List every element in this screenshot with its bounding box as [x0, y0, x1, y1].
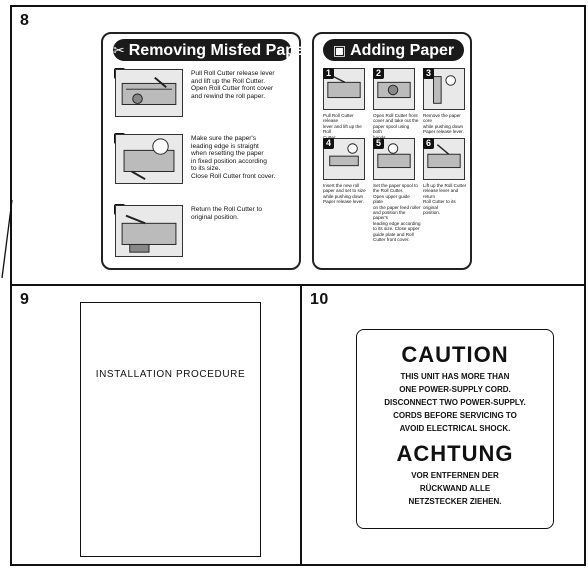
removing-title-bar [113, 39, 311, 61]
adding-step-6-number: 6 [423, 138, 434, 149]
removing-title: Removing Misfed Paper [128, 42, 311, 59]
adding-step-2-number: 2 [373, 68, 384, 79]
panel-9-number: 9 [20, 291, 30, 308]
removing-step-1-text: Pull Roll Cutter release lever and lift up the Roll Cutter. Open Roll Cutter front cover and rewind the roll paper. [191, 70, 275, 100]
achtung-heading: ACHTUNG [396, 441, 514, 466]
achtung-line-2: RÜCKWAND ALLE [419, 484, 491, 493]
adding-step-5-text: Set the paper spool to the Roll Cutter. Open upper guide plate on the paper feed roller and position the paper's leading edge according to its size. Close upper guide plate and Roll Cutter front cover. [373, 183, 421, 243]
removing-step-2-illustration [115, 134, 183, 184]
caution-line-4: CORDS BEFORE SERVICING TO [393, 411, 517, 420]
achtung-line-3: NETZSTECKER ZIEHEN. [408, 497, 502, 506]
removing-misfed-paper-label [101, 32, 311, 270]
achtung-line-1: VOR ENTFERNEN DER [411, 471, 499, 480]
adding-step-6-text: Lift up the Roll Cutter release lever and return Roll Cutter to its original position. [423, 183, 467, 216]
adding-step-4-text: Insert the new roll paper and set to size while pushing down Paper release lever. [323, 183, 366, 205]
adding-step-1-text: Pull Roll Cutter release lever and lift up the Roll [323, 113, 362, 135]
adding-paper-label [312, 32, 472, 270]
removing-step-1-illustration [115, 69, 183, 117]
adding-step-4-number: 4 [323, 138, 334, 149]
removing-step-3-illustration [115, 205, 183, 257]
adding-step-5-number: 5 [373, 138, 384, 149]
adding-step-3-number: 3 [423, 68, 434, 79]
paper-roll-icon: ▣ [332, 42, 347, 58]
caution-label [356, 329, 554, 529]
adding-step-2-text: Open Roll Cutter front cover and take out the paper spool using both [373, 113, 419, 135]
panel-8-number: 8 [20, 12, 30, 29]
caution-line-3: DISCONNECT TWO POWER-SUPPLY. [384, 398, 526, 407]
wrench-icon: ✂ [113, 42, 125, 58]
removing-step-3-text: Return the Roll Cutter to original position. [191, 206, 263, 221]
caution-line-5: AVOID ELECTRICAL SHOCK. [399, 424, 511, 433]
installation-procedure-title: INSTALLATION PROCEDURE [95, 369, 246, 380]
caution-line-1: THIS UNIT HAS MORE THAN [400, 372, 510, 381]
adding-step-1-number: 1 [323, 68, 334, 79]
adding-step-3-text: Remove the paper core while pushing down Paper release lever. [423, 113, 464, 135]
panel-10-number: 10 [310, 291, 329, 308]
adding-title-bar [323, 39, 464, 61]
caution-line-2: ONE POWER-SUPPLY CORD. [399, 385, 511, 394]
installation-procedure-document [80, 302, 261, 557]
removing-step-2-text: Make sure the paper's leading edge is straight when resetting the paper in fixed position according to its size. Close Roll Cutter front cover. [191, 135, 276, 180]
adding-title: Adding Paper [350, 42, 455, 59]
connector-line [0, 200, 14, 280]
caution-heading: CAUTION [401, 342, 509, 367]
